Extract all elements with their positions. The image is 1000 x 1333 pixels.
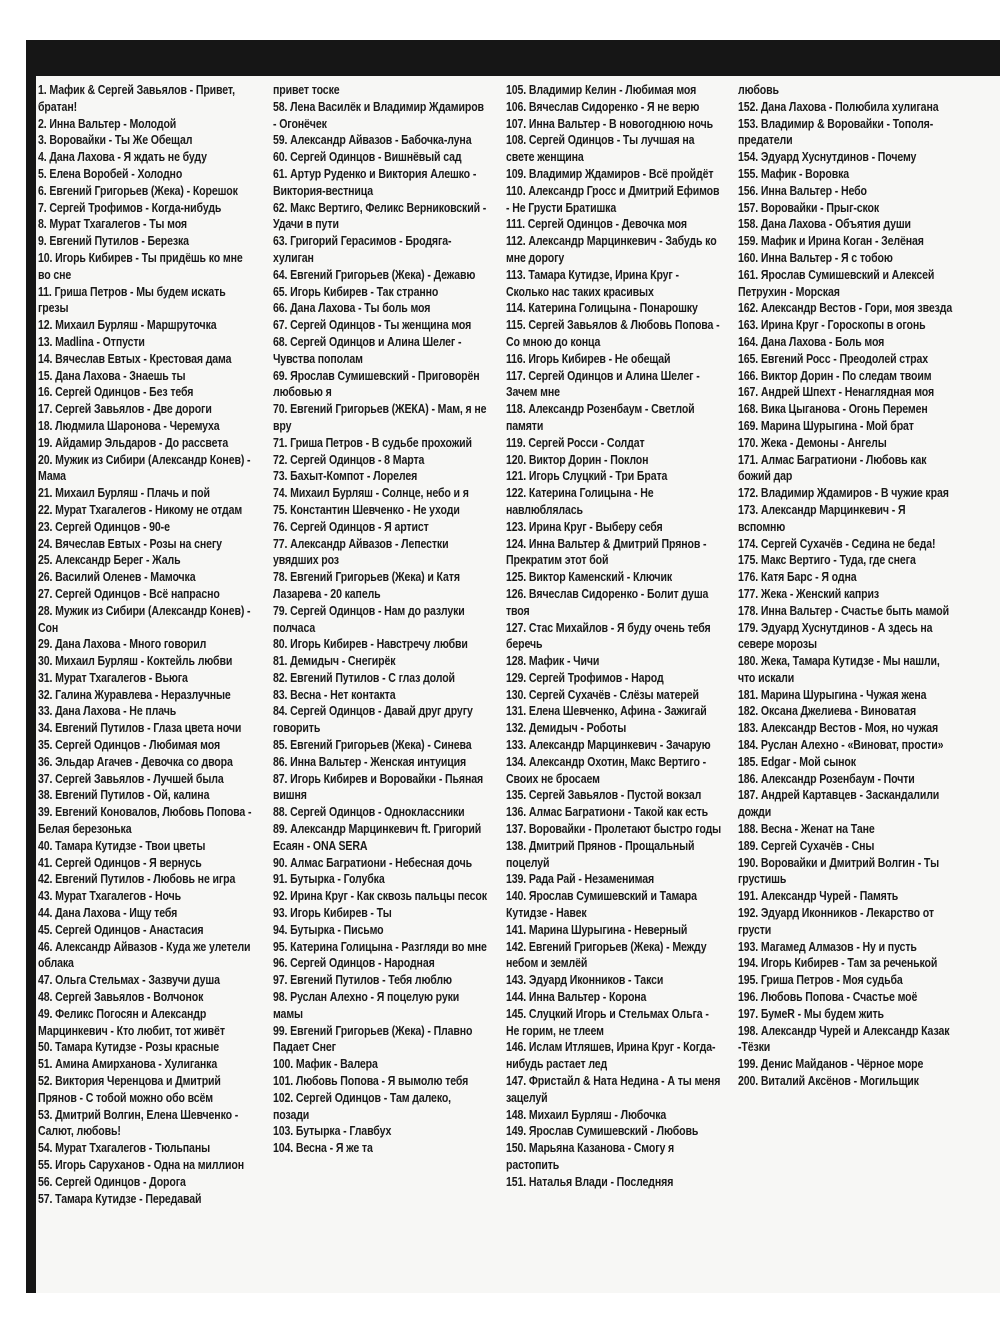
- track-entry: 120. Виктор Дорин - Поклон: [506, 452, 649, 467]
- track-entry: 164. Дана Лахова - Боль моя: [738, 334, 885, 349]
- track-entry: 95. Катерина Голицына - Разгляди во мне: [273, 939, 487, 954]
- track-entry: 106. Вячеслав Сидоренко - Я не верю: [506, 99, 700, 114]
- track-entry: 52. Виктория Черенцова и Дмитрий Прянов - С тобой можно обо всём: [38, 1074, 221, 1105]
- track-entry: 33. Дана Лахова - Не плачь: [38, 704, 177, 719]
- track-entry: 36. Эльдар Агачев - Девочка со двора: [38, 754, 233, 769]
- track-entry: 27. Сергей Одинцов - Всё напрасно: [38, 586, 220, 601]
- track-entry: 38. Евгений Путилов - Ой, калина: [38, 788, 210, 803]
- track-entry: 91. Бутырка - Голубка: [273, 872, 385, 887]
- track-entry: 129. Сергей Трофимов - Народ: [506, 670, 664, 685]
- track-entry: 56. Сергей Одинцов - Дорога: [38, 1174, 186, 1189]
- track-entry: 9. Евгений Путилов - Березка: [38, 234, 189, 249]
- track-entry: 167. Андрей Шпехт - Ненаглядная моя: [738, 385, 934, 400]
- track-entry: 18. Людмила Шаронова - Черемуха: [38, 418, 220, 433]
- track-entry: 7. Сергей Трофимов - Когда-нибудь: [38, 200, 222, 215]
- track-entry: 17. Сергей Завьялов - Две дороги: [38, 402, 212, 417]
- track-entry: 68. Сергей Одинцов и Алина Шелег - Чувства пополам: [273, 334, 462, 366]
- track-entry: 83. Весна - Нет контакта: [273, 687, 396, 702]
- track-entry: 176. Катя Барс - Я одна: [738, 570, 857, 585]
- track-entry: 75. Константин Шевченко - Не уходи: [273, 502, 460, 517]
- track-entry: 58. Лена Василёк и Владимир Ждамиров - Огонёчек: [273, 99, 484, 131]
- track-entry: 149. Ярослав Сумишевский - Любовь: [506, 1124, 699, 1139]
- track-entry: 195. Гриша Петров - Моя судьба: [738, 973, 903, 988]
- track-entry: 153. Владимир & Воровайки - Тополя-предатели: [738, 116, 934, 148]
- track-entry: 113. Тамара Кутидзе, Ирина Круг - Сколько нас таких красивых: [506, 267, 679, 299]
- track-entry: 89. Александр Марцинкевич ft. Григорий Есаян - ONA SERA: [273, 822, 482, 853]
- track-entry: 12. Михаил Бурляш - Маршруточка: [38, 318, 217, 333]
- track-entry: 132. Демидыч - Роботы: [506, 721, 627, 736]
- track-entry: 10. Игорь Кибирев - Ты придёшь ко мне во сне: [38, 250, 243, 282]
- track-entry: 13. Madlina - Отпусти: [38, 334, 145, 349]
- track-entry: 70. Евгений Григорьев (ЖЕКА) - Мам, я не вру: [273, 402, 487, 433]
- track-entry: 111. Сергей Одинцов - Девочка моя: [506, 217, 687, 232]
- track-entry: 35. Сергей Одинцов - Любимая моя: [38, 738, 220, 753]
- track-entry: 45. Сергей Одинцов - Анастасия: [38, 922, 204, 937]
- track-entry: 6. Евгений Григорьев (Жека) - Корешок: [38, 183, 238, 198]
- track-entry: 16. Сергей Одинцов - Без тебя: [38, 385, 194, 400]
- track-entry: 76. Сергей Одинцов - Я артист: [273, 519, 429, 534]
- track-entry: 134. Александр Охотин, Макс Вертиго - Своих не бросаем: [506, 754, 707, 786]
- track-entry: 123. Ирина Круг - Выберу себя: [506, 519, 663, 534]
- track-entry: 30. Михаил Бурляш - Коктейль любви: [38, 654, 233, 669]
- track-entry: 148. Михаил Бурляш - Любочка: [506, 1107, 667, 1122]
- track-entry: 161. Ярослав Сумишевский и Алексей Петрухин - Морская: [738, 267, 935, 299]
- track-entry: 198. Александр Чурей и Александр Казак -Тёзки: [738, 1023, 950, 1055]
- track-entry: 100. Мафик - Валера: [273, 1057, 378, 1072]
- track-entry: 192. Эдуард Иконников - Лекарство от грусти: [738, 906, 934, 937]
- track-entry: 57. Тамара Кутидзе - Передавай: [38, 1191, 202, 1206]
- track-entry: 156. Инна Вальтер - Небо: [738, 183, 867, 198]
- track-entry: 125. Виктор Каменский - Ключик: [506, 570, 672, 585]
- track-entry: 169. Марина Шурыгина - Мой брат: [738, 418, 914, 433]
- track-entry: 43. Мурат Тхагалегов - Ночь: [38, 889, 181, 904]
- track-entry: 174. Сергей Сухачёв - Седина не беда!: [738, 536, 936, 551]
- track-entry: 80. Игорь Кибирев - Навстречу любви: [273, 637, 468, 652]
- track-entry: 42. Евгений Путилов - Любовь не игра: [38, 872, 236, 887]
- track-entry: 180. Жека, Тамара Кутидзе - Мы нашли, что искали: [738, 654, 940, 685]
- track-entry: 51. Амина Амирханова - Хулиганка: [38, 1057, 218, 1072]
- track-entry: 199. Денис Майданов - Чёрное море: [738, 1057, 924, 1072]
- track-entry: 151. Наталья Влади - Последняя: [506, 1174, 674, 1189]
- track-entry: 144. Инна Вальтер - Корона: [506, 990, 647, 1005]
- track-entry: 81. Демидыч - Снегирёк: [273, 654, 396, 669]
- track-entry: 99. Евгений Григорьев (Жека) - Плавно Падает Снег: [273, 1023, 473, 1055]
- track-entry: 20. Мужик из Сибири (Александр Конев) - Мама: [38, 452, 251, 484]
- track-entry: 3. Воровайки - Ты Же Обещал: [38, 133, 193, 148]
- track-entry: 116. Игорь Кибирев - Не обещай: [506, 351, 671, 366]
- track-entry: 5. Елена Воробей - Холодно: [38, 166, 183, 181]
- track-entry: 92. Ирина Круг - Как сквозь пальцы песок: [273, 889, 487, 904]
- track-entry: 126. Вячеслав Сидоренко - Болит душа твоя: [506, 586, 709, 618]
- track-entry: 71. Гриша Петров - В судьбе прохожий: [273, 435, 472, 450]
- track-entry: 65. Игорь Кибирев - Так странно: [273, 284, 439, 299]
- track-entry: 40. Тамара Кутидзе - Твои цветы: [38, 838, 206, 853]
- track-entry: 110. Александр Гросс и Дмитрий Ефимов - Не Грусти Братишка: [506, 183, 720, 215]
- track-entry: 46. Александр Айвазов - Куда же улетели облака: [38, 939, 251, 971]
- track-entry: 179. Эдуард Хуснутдинов - А здесь на севере морозы: [738, 620, 933, 652]
- track-entry: 62. Макс Вертиго, Феликс Верниковский - Удачи в пути: [273, 200, 487, 232]
- track-entry: 194. Игорь Кибирев - Там за реченькой: [738, 956, 938, 971]
- track-entry: 200. Виталий Аксёнов - Могильщик: [738, 1074, 919, 1089]
- track-entry: 158. Дана Лахова - Объятия души: [738, 217, 911, 232]
- track-entry: 60. Сергей Одинцов - Вишнёвый сад: [273, 150, 462, 165]
- track-entry: 82. Евгений Путилов - С глаз долой: [273, 670, 455, 685]
- track-entry: 69. Ярослав Сумишевский - Приговорён любовью я: [273, 368, 480, 400]
- track-entry: 28. Мужик из Сибири (Александр Конев) - Сон: [38, 603, 251, 635]
- track-entry: 24. Вячеслав Евтых - Розы на снегу: [38, 536, 222, 551]
- track-entry: 191. Александр Чурей - Память: [738, 889, 899, 904]
- track-entry: 163. Ирина Круг - Гороскопы в огонь: [738, 318, 926, 333]
- top-margin: [0, 0, 1000, 40]
- track-entry: 159. Мафик и Ирина Коган - Зелёная: [738, 234, 924, 249]
- track-entry: 121. Игорь Слуцкий - Три Брата: [506, 469, 668, 484]
- track-entry: 196. Любовь Попова - Счастье моё: [738, 990, 918, 1005]
- track-entry: 107. Инна Вальтер - В новогоднюю ночь: [506, 116, 714, 131]
- track-entry: 152. Дана Лахова - Полюбила хулигана: [738, 99, 939, 114]
- track-entry: 190. Воровайки и Дмитрий Волгин - Ты грустишь: [738, 855, 940, 887]
- track-entry: 193. Магамед Алмазов - Ну и пусть: [738, 939, 917, 954]
- track-entry: 84. Сергей Одинцов - Давай друг другу говорить: [273, 704, 473, 736]
- track-entry: 115. Сергей Завьялов & Любовь Попова - Со мною до конца: [506, 318, 720, 349]
- track-entry: 105. Владимир Келин - Любимая моя: [506, 83, 697, 97]
- track-entry: 26. Василий Оленев - Мамочка: [38, 570, 196, 585]
- track-entry: 59. Александр Айвазов - Бабочка-луна: [273, 133, 472, 148]
- track-entry: 11. Гриша Петров - Мы будем искать грезы: [38, 284, 226, 316]
- track-entry: 1. Мафик & Сергей Завьялов - Привет, братан!: [38, 83, 235, 114]
- track-entry: 67. Сергей Одинцов - Ты женщина моя: [273, 318, 472, 333]
- track-entry: 101. Любовь Попова - Я вымолю тебя: [273, 1074, 469, 1089]
- track-entry: 189. Сергей Сухачёв - Сны: [738, 838, 875, 853]
- track-entry: 197. БумеR - Мы будем жить: [738, 1006, 884, 1021]
- track-entry: 186. Александр Розенбаум - Почти: [738, 771, 915, 786]
- track-entry: 78. Евгений Григорьев (Жека) и Катя Лазарева - 20 капель: [273, 570, 460, 601]
- track-entry: 112. Александр Марцинкевич - Забудь ко мне дорогу: [506, 234, 717, 265]
- track-entry: 142. Евгений Григорьев (Жека) - Между небом и землёй: [506, 939, 707, 971]
- track-entry: 173. Александр Марцинкевич - Я вспомню: [738, 502, 906, 534]
- track-entry: 187. Андрей Картавцев - Заскандалили дожди: [738, 788, 940, 820]
- track-entry: 124. Инна Вальтер & Дмитрий Прянов - Прекратим этот бой: [506, 536, 707, 568]
- track-entry: 85. Евгений Григорьев (Жека) - Синева: [273, 738, 472, 753]
- track-entry: 188. Весна - Женат на Тане: [738, 822, 875, 837]
- track-entry: 53. Дмитрий Волгин, Елена Шевченко - Салют, любовь!: [38, 1107, 239, 1139]
- track-column-4: [738, 82, 996, 1090]
- track-entry: 130. Сергей Сухачёв - Слёзы матерей: [506, 687, 699, 702]
- track-entry: 184. Руслан Алехно - «Виноват, прости»: [738, 738, 944, 753]
- track-entry: 88. Сергей Одинцов - Одноклассники: [273, 805, 465, 820]
- track-entry: 74. Михаил Бурляш - Солнце, небо и я: [273, 486, 469, 501]
- track-entry: 47. Ольга Стельмах - Зазвучи душа: [38, 973, 220, 988]
- track-entry: 34. Евгений Путилов - Глаза цвета ночи: [38, 721, 242, 736]
- track-entry: 143. Эдуард Иконников - Такси: [506, 973, 664, 988]
- track-entry: 146. Ислам Итляшев, Ирина Круг - Когда-нибудь растает лед: [506, 1040, 716, 1072]
- track-entry: 21. Михаил Бурляш - Плачь и пой: [38, 486, 210, 501]
- track-entry: 109. Владимир Ждамиров - Всё пройдёт: [506, 166, 714, 181]
- track-entry: 181. Марина Шурыгина - Чужая жена: [738, 687, 927, 702]
- track-entry: 14. Вячеслав Евтых - Крестовая дама: [38, 351, 232, 366]
- track-entry: 117. Сергей Одинцов и Алина Шелег - Зачем мне: [506, 368, 700, 400]
- track-entry: 175. Макс Вертиго - Туда, где снега: [738, 553, 916, 568]
- track-entry: 168. Вика Цыганова - Огонь Перемен: [738, 402, 928, 417]
- track-entry: 29. Дана Лахова - Много говорил: [38, 637, 207, 652]
- track-entry: 44. Дана Лахова - Ищу тебя: [38, 906, 178, 921]
- track-entry: 127. Стас Михайлов - Я буду очень тебя беречь: [506, 620, 711, 652]
- track-entry: 66. Дана Лахова - Ты боль моя: [273, 301, 431, 316]
- track-entry: 77. Александр Айвазов - Лепестки увядших роз: [273, 536, 449, 568]
- track-entry: 93. Игорь Кибирев - Ты: [273, 906, 392, 921]
- track-entry: 182. Оксана Джелиева - Виноватая: [738, 704, 917, 719]
- track-entry: 166. Виктор Дорин - По следам твоим: [738, 368, 932, 383]
- track-entry: 4. Дана Лахова - Я ждать не буду: [38, 150, 207, 165]
- track-entry: 139. Рада Рай - Незаменимая: [506, 872, 655, 887]
- track-entry: 118. Александр Розенбаум - Светлой памяти: [506, 402, 695, 433]
- track-entry: 32. Галина Журавлева - Неразлучные: [38, 687, 231, 702]
- track-entry: 94. Бутырка - Письмо: [273, 922, 384, 937]
- track-column-1: [38, 82, 296, 1207]
- track-entry: 177. Жека - Женский каприз: [738, 586, 880, 601]
- track-entry: 55. Игорь Саруханов - Одна на миллион: [38, 1158, 244, 1172]
- track-entry: 25. Александр Берег - Жаль: [38, 553, 181, 568]
- track-entry: 103. Бутырка - Главбух: [273, 1124, 392, 1139]
- track-entry: 49. Феликс Погосян и Александр Марцинкевич - Кто любит, тот живёт: [38, 1006, 225, 1038]
- track-entry: 104. Весна - Я же та: [273, 1141, 373, 1156]
- track-entry: 140. Ярослав Сумишевский и Тамара Кутидзе - Навек: [506, 889, 697, 921]
- track-entry: 170. Жека - Демоны - Ангелы: [738, 435, 887, 450]
- track-entry: 178. Инна Вальтер - Счастье быть мамой: [738, 603, 950, 618]
- track-entry: 15. Дана Лахова - Знаешь ты: [38, 368, 186, 383]
- track-entry: 154. Эдуард Хуснутдинов - Почему: [738, 150, 917, 165]
- track-entry: любовь: [738, 83, 779, 97]
- track-entry: 90. Алмас Багратиони - Небесная дочь: [273, 855, 473, 870]
- track-entry: 98. Руслан Алехно - Я поцелую руки мамы: [273, 990, 460, 1021]
- track-column-3: [506, 82, 764, 1191]
- track-entry: 114. Катерина Голицына - Понарошку: [506, 301, 698, 316]
- track-entry: 183. Александр Вестов - Моя, но чужая: [738, 721, 939, 736]
- track-entry: 37. Сергей Завьялов - Лучшей была: [38, 771, 224, 786]
- track-entry: 19. Айдамир Эльдаров - До рассвета: [38, 435, 229, 450]
- track-entry: 136. Алмас Багратиони - Такой как есть: [506, 805, 709, 820]
- track-entry: 87. Игорь Кибирев и Воровайки - Пьяная вишня: [273, 771, 484, 803]
- track-entry: 147. Фристайл & Ната Недина - А ты меня зацелуй: [506, 1074, 721, 1105]
- track-entry: 41. Сергей Одинцов - Я вернусь: [38, 855, 202, 870]
- track-entry: 73. Бахыт-Компот - Лорелея: [273, 469, 418, 484]
- track-entry: 155. Мафик - Воровка: [738, 166, 849, 181]
- track-entry: 61. Артур Руденко и Виктория Алешко - Виктория-вестница: [273, 166, 477, 198]
- track-entry: 145. Слуцкий Игорь и Стельмах Ольга - Не горим, не тлеем: [506, 1006, 709, 1038]
- track-entry: 108. Сергей Одинцов - Ты лучшая на свете женщина: [506, 133, 695, 165]
- track-entry: 102. Сергей Одинцов - Там далеко, позади: [273, 1090, 452, 1122]
- track-entry: 23. Сергей Одинцов - 90-е: [38, 519, 170, 534]
- track-entry: 31. Мурат Тхагалегов - Вьюга: [38, 670, 188, 685]
- track-entry: 131. Елена Шевченко, Афина - Зажигай: [506, 704, 707, 719]
- track-entry: 50. Тамара Кутидзе - Розы красные: [38, 1040, 220, 1055]
- track-entry: 137. Воровайки - Пролетают быстро годы: [506, 822, 722, 837]
- track-entry: 64. Евгений Григорьев (Жека) - Дежавю: [273, 267, 476, 282]
- track-entry: 157. Воровайки - Прыг-скок: [738, 200, 880, 215]
- track-list: [38, 82, 958, 1292]
- track-entry: 133. Александр Марцинкевич - Зачарую: [506, 738, 711, 753]
- track-entry: 48. Сергей Завьялов - Волчонок: [38, 990, 204, 1005]
- track-entry: 54. Мурат Тхагалегов - Тюльпаны: [38, 1141, 210, 1156]
- track-entry: 172. Владимир Ждамиров - В чужие края: [738, 486, 949, 501]
- bottom-margin: [0, 1293, 1000, 1333]
- track-entry: 22. Мурат Тхагалегов - Никому не отдам: [38, 502, 243, 517]
- track-entry: 79. Сергей Одинцов - Нам до разлуки полчаса: [273, 603, 465, 635]
- track-entry: 128. Мафик - Чичи: [506, 654, 600, 669]
- track-entry: 165. Евгений Росс - Преодолей страх: [738, 351, 928, 366]
- track-entry: привет тоске: [273, 83, 340, 97]
- track-entry: 63. Григорий Герасимов - Бродяга-хулиган: [273, 234, 452, 265]
- track-entry: 185. Edgar - Мой сынок: [738, 754, 856, 769]
- track-entry: 86. Инна Вальтер - Женская интуиция: [273, 754, 467, 769]
- track-entry: 171. Алмас Багратиони - Любовь как божий дар: [738, 452, 927, 484]
- track-entry: 96. Сергей Одинцов - Народная: [273, 956, 435, 971]
- track-entry: 8. Мурат Тхагалегов - Ты моя: [38, 217, 187, 232]
- track-entry: 97. Евгений Путилов - Тебя люблю: [273, 973, 452, 988]
- track-entry: 150. Марьяна Казанова - Смогу я растопить: [506, 1141, 675, 1172]
- track-entry: 135. Сергей Завьялов - Пустой вокзал: [506, 788, 702, 803]
- track-entry: 72. Сергей Одинцов - 8 Марта: [273, 452, 425, 467]
- track-entry: 141. Марина Шурыгина - Неверный: [506, 922, 688, 937]
- track-entry: 2. Инна Вальтер - Молодой: [38, 116, 177, 131]
- track-entry: 119. Сергей Росси - Солдат: [506, 435, 645, 450]
- track-entry: 138. Дмитрий Прянов - Прощальный поцелуй: [506, 838, 695, 870]
- track-column-2: [273, 82, 531, 1157]
- track-entry: 160. Инна Вальтер - Я с тобою: [738, 250, 893, 265]
- track-entry: 162. Александр Вестов - Гори, моя звезда: [738, 301, 953, 316]
- track-entry: 39. Евгений Коновалов, Любовь Попова - Белая березонька: [38, 805, 252, 837]
- track-entry: 122. Катерина Голицына - Не навлюблялась: [506, 486, 654, 517]
